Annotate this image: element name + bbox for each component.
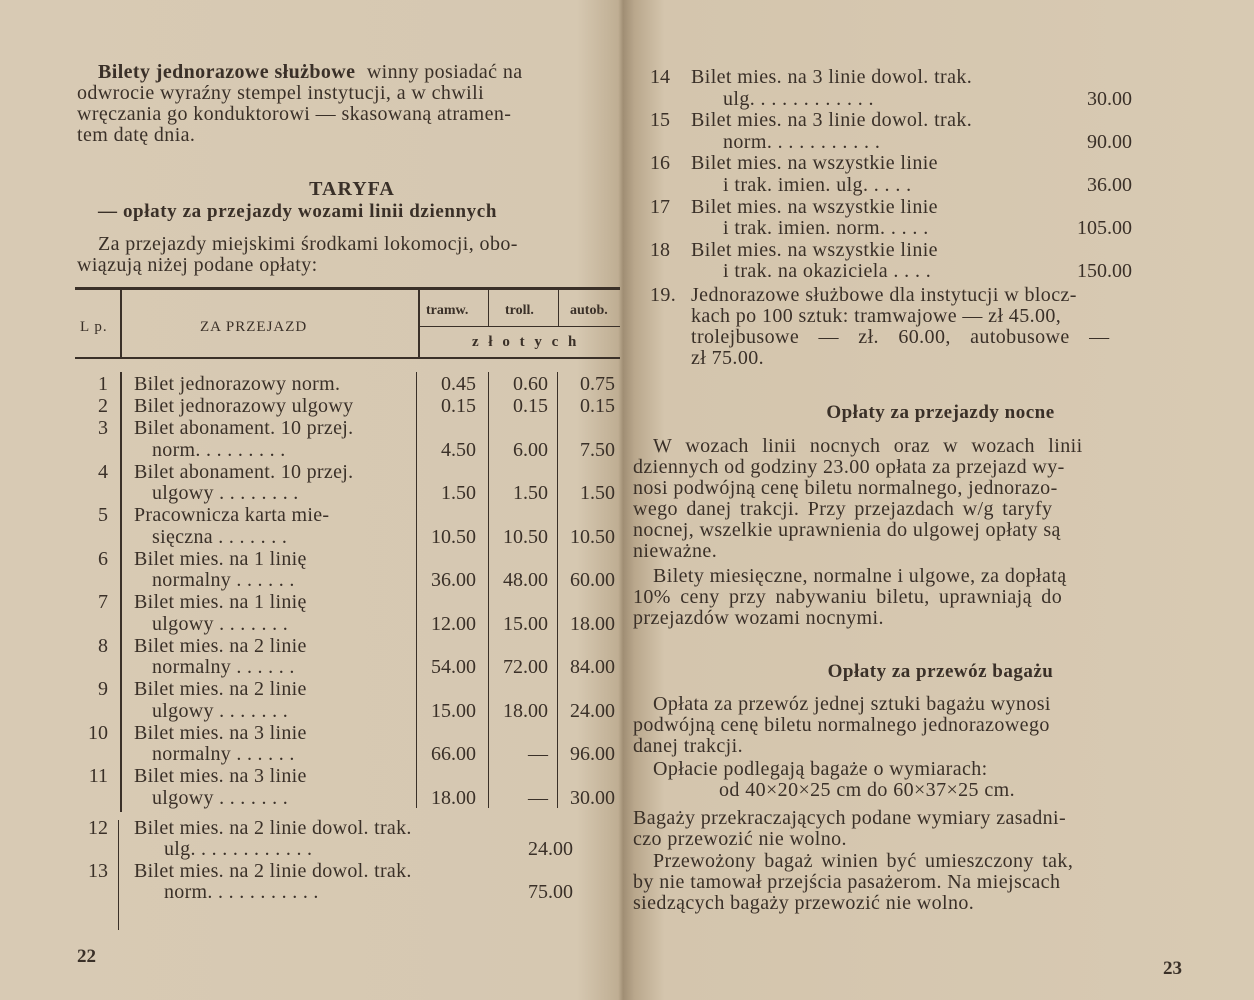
list-label-line: Bilet mies. na wszystkie linie bbox=[691, 152, 938, 175]
price-autob: 1.50 bbox=[580, 482, 615, 504]
price-troll: — bbox=[528, 743, 548, 765]
night2-line-1: Bilety miesięczne, normalne i ulgowe, za dopłatą bbox=[653, 565, 1067, 587]
luggage-line-1: Opłata za przewóz jednej sztuki bagażu wynosi bbox=[653, 693, 1051, 715]
table-wide-vr bbox=[118, 820, 119, 930]
item19-line-1: Jednorazowe służbowe dla instytucji w blocz- bbox=[691, 284, 1077, 306]
row-label-line: Bilet mies. na 2 linie bbox=[134, 635, 307, 657]
col-tram-header: tramw. bbox=[426, 303, 469, 318]
price-troll: 6.00 bbox=[513, 438, 548, 461]
row-label-line: Bilet jednorazowy ulgowy bbox=[134, 396, 354, 417]
row-label-line: Bilet jednorazowy norm. bbox=[134, 374, 341, 395]
luggage-line-3: danej trakcji. bbox=[633, 735, 743, 757]
price-autob: 7.50 bbox=[580, 438, 615, 461]
row-label-line: Bilet mies. na 2 linie dowol. trak. bbox=[134, 817, 412, 839]
night2-line-3: przejazdów wozami nocnymi. bbox=[633, 607, 884, 629]
table-header-rule bbox=[75, 357, 620, 359]
night-heading: Opłaty za przejazdy nocne bbox=[826, 402, 1055, 423]
price-autob: 30.00 bbox=[570, 786, 615, 809]
price-troll: 10.50 bbox=[503, 525, 548, 548]
row-number: 11 bbox=[88, 765, 108, 787]
unit-header: z ł o t y c h bbox=[472, 334, 580, 350]
row-label-line: Bilet mies. na 3 linie bbox=[134, 766, 307, 787]
page-number-right: 23 bbox=[1163, 958, 1182, 979]
price-tram: 4.50 bbox=[441, 438, 476, 461]
night-line-2: dziennych od godziny 23.00 opłata za przejazd wy- bbox=[633, 456, 1065, 478]
oversize-line-2: czo przewozić nie wolno. bbox=[633, 828, 847, 850]
intro-line-1 bbox=[98, 62, 523, 83]
row-label-line: ulg. . . . . . . . . . . . bbox=[164, 838, 313, 860]
list-label-line: Bilet mies. na 3 linie dowol. trak. bbox=[691, 109, 973, 132]
price-troll: 1.50 bbox=[513, 482, 548, 504]
row-label-line: Bilet mies. na 1 linię bbox=[134, 548, 307, 570]
placement-line-2: by nie tamował przejścia pasażerom. Na miejscach bbox=[633, 871, 1061, 893]
price-tram: 10.50 bbox=[431, 525, 476, 548]
list-label-line: ulg. . . . . . . . . . . . bbox=[723, 87, 874, 110]
intro-rest: winny posiadać na bbox=[366, 61, 523, 83]
row-label-line: ulgowy . . . . . . . bbox=[152, 787, 288, 809]
dimensions-line-2: od 40×20×25 cm do 60×37×25 cm. bbox=[719, 779, 1015, 801]
col-lp-header: L p. bbox=[80, 319, 108, 335]
list-number: 18 bbox=[650, 238, 670, 261]
list-label-line: norm. . . . . . . . . . . bbox=[723, 130, 881, 153]
price-autob: 0.75 bbox=[580, 373, 615, 395]
night-line-6: nieważne. bbox=[633, 540, 718, 562]
row-number: 4 bbox=[98, 460, 108, 483]
row-label-line: ulgowy . . . . . . . bbox=[152, 613, 288, 635]
placement-line-1: Przewożony bagaż winien być umieszczony tak, bbox=[653, 850, 1074, 872]
page-number-left: 22 bbox=[77, 946, 96, 967]
row-number: 10 bbox=[88, 721, 108, 744]
price-troll: — bbox=[528, 786, 548, 809]
lead-line-1: Za przejazdy miejskimi środkami lokomocji, obo- bbox=[98, 233, 518, 255]
table-vr-lp bbox=[120, 290, 122, 359]
table-unit-rule bbox=[418, 326, 620, 327]
row-label-line: normalny . . . . . . bbox=[152, 570, 295, 591]
table-body-vr-troll bbox=[557, 372, 558, 808]
luggage-heading: Opłaty za przewóz bagażu bbox=[827, 661, 1054, 682]
row-number: 5 bbox=[98, 504, 108, 526]
luggage-line-2: podwójną cenę biletu normalnego jednorazowego bbox=[633, 714, 1050, 736]
price-troll: 48.00 bbox=[503, 569, 548, 591]
night-line-1: W wozach linii nocnych oraz w wozach linii bbox=[653, 435, 1083, 457]
intro-line-4: tem datę dnia. bbox=[77, 124, 196, 146]
oversize-line-1: Bagaży przekraczających podane wymiary zasadni- bbox=[633, 807, 1067, 829]
tariff-heading: TARYFA bbox=[309, 178, 395, 200]
row-number: 8 bbox=[98, 634, 108, 657]
list-label-line: Bilet mies. na 3 linie dowol. trak. bbox=[691, 66, 973, 88]
price-tram: 18.00 bbox=[431, 786, 476, 809]
price-any-traction: 75.00 bbox=[528, 881, 573, 903]
item19-line-3: trolejbusowe — zł. 60.00, autobusowe — bbox=[691, 326, 1110, 348]
row-label-line: normalny . . . . . . bbox=[152, 744, 295, 765]
list-number: 17 bbox=[650, 195, 670, 218]
list-number: 15 bbox=[650, 109, 670, 132]
price-tram: 36.00 bbox=[431, 569, 476, 591]
price-tram: 12.00 bbox=[431, 612, 476, 635]
list-price: 150.00 bbox=[1077, 260, 1132, 283]
night-line-5: nocnej, wszelkie uprawnienia do ulgowej opłaty są bbox=[633, 519, 1061, 541]
row-label-line: Bilet mies. na 2 linie bbox=[134, 679, 307, 700]
price-troll: 18.00 bbox=[503, 699, 548, 722]
price-tram: 15.00 bbox=[431, 699, 476, 722]
price-tram: 54.00 bbox=[431, 656, 476, 678]
intro-line-3: wręczania go konduktorowi — skasowaną atramen- bbox=[77, 103, 512, 125]
col-autob-header: autob. bbox=[570, 303, 608, 318]
list-price: 30.00 bbox=[1087, 87, 1132, 110]
item19-line-2: kach po 100 sztuk: tramwajowe — zł 45.00, bbox=[691, 305, 1062, 327]
row-label-line: normalny . . . . . . bbox=[152, 657, 295, 678]
dimensions-line-1: Opłacie podlegają bagaże o wymiarach: bbox=[653, 758, 988, 780]
table-body-vr-name bbox=[416, 372, 417, 808]
price-autob: 84.00 bbox=[570, 656, 615, 678]
row-number: 7 bbox=[98, 591, 108, 613]
price-troll: 0.15 bbox=[513, 395, 548, 417]
row-number: 9 bbox=[98, 678, 108, 700]
list-number: 14 bbox=[650, 66, 670, 88]
col-name-header: ZA PRZEJAZD bbox=[200, 319, 308, 335]
night-line-3: nosi podwójną cenę biletu normalnego, jednorazo- bbox=[633, 477, 1058, 499]
row-label-line: Bilet abonament. 10 przej. bbox=[134, 461, 354, 483]
table-vr-tram bbox=[488, 290, 489, 326]
table-top-rule bbox=[75, 287, 620, 290]
tariff-subheading: — opłaty za przejazdy wozami linii dziennych bbox=[98, 201, 497, 222]
table-body-vr-tram bbox=[488, 372, 489, 808]
price-any-traction: 24.00 bbox=[528, 838, 573, 860]
list-label-line: i trak. imien. ulg. . . . . bbox=[723, 173, 912, 196]
row-number: 3 bbox=[98, 417, 108, 439]
intro-line-2: odwrocie wyraźny stempel instytucji, a w chwili bbox=[77, 82, 485, 104]
list-label-line: i trak. imien. norm. . . . . bbox=[723, 217, 929, 240]
row-label-line: Bilet mies. na 3 linie bbox=[134, 722, 307, 744]
row-number: 12 bbox=[88, 817, 108, 839]
price-tram: 0.45 bbox=[441, 373, 476, 395]
price-troll: 15.00 bbox=[503, 612, 548, 635]
price-autob: 60.00 bbox=[570, 569, 615, 591]
row-label-line: Bilet abonament. 10 przej. bbox=[134, 418, 354, 439]
price-autob: 96.00 bbox=[570, 743, 615, 765]
row-label-line: norm. . . . . . . . . bbox=[152, 439, 286, 461]
night-line-4: wego danej trakcji. Przy przejazdach w/g taryfy bbox=[633, 498, 1053, 520]
row-label-line: sięczna . . . . . . . bbox=[152, 526, 288, 548]
list-price: 105.00 bbox=[1077, 217, 1132, 240]
list-price: 36.00 bbox=[1087, 173, 1132, 196]
row-label-line: norm. . . . . . . . . . . bbox=[164, 881, 319, 903]
row-label-line: Bilet mies. na 1 linię bbox=[134, 592, 307, 613]
table-vr-name bbox=[418, 290, 420, 359]
night2-line-2: 10% ceny przy nabywaniu biletu, uprawniają do bbox=[633, 586, 1063, 608]
row-label-line: Bilet mies. na 2 linie dowol. trak. bbox=[134, 860, 412, 882]
col-troll-header: troll. bbox=[505, 303, 534, 318]
price-autob: 18.00 bbox=[570, 612, 615, 635]
row-label-line: Pracownicza karta mie- bbox=[134, 505, 330, 526]
left-page bbox=[0, 0, 620, 1000]
price-autob: 24.00 bbox=[570, 699, 615, 722]
right-page bbox=[627, 0, 1254, 1000]
row-number: 1 bbox=[98, 373, 108, 395]
price-autob: 10.50 bbox=[570, 525, 615, 548]
price-troll: 72.00 bbox=[503, 656, 548, 678]
row-label-line: ulgowy . . . . . . . bbox=[152, 700, 288, 722]
table-vr-troll bbox=[558, 290, 559, 326]
row-label-line: ulgowy . . . . . . . . bbox=[152, 483, 299, 504]
price-tram: 1.50 bbox=[441, 482, 476, 504]
intro-bold: Bilety jednorazowe służbowe bbox=[98, 61, 356, 83]
row-number: 2 bbox=[98, 395, 108, 417]
item19-lp: 19. bbox=[650, 284, 677, 306]
list-label-line: Bilet mies. na wszystkie linie bbox=[691, 238, 938, 261]
lead-line-2: wiązują niżej podane opłaty: bbox=[77, 254, 318, 276]
placement-line-3: siedzących bagaży przewozić nie wolno. bbox=[633, 892, 975, 914]
table-body-vr-lp bbox=[120, 372, 122, 812]
row-number: 13 bbox=[88, 860, 108, 882]
price-troll: 0.60 bbox=[513, 373, 548, 395]
list-number: 16 bbox=[650, 152, 670, 175]
price-tram: 66.00 bbox=[431, 743, 476, 765]
list-label-line: Bilet mies. na wszystkie linie bbox=[691, 195, 938, 218]
price-tram: 0.15 bbox=[441, 395, 476, 417]
price-autob: 0.15 bbox=[580, 395, 615, 417]
row-number: 6 bbox=[98, 547, 108, 570]
list-label-line: i trak. na okaziciela . . . . bbox=[723, 260, 932, 283]
item19-line-4: zł 75.00. bbox=[691, 347, 765, 369]
list-price: 90.00 bbox=[1087, 130, 1132, 153]
